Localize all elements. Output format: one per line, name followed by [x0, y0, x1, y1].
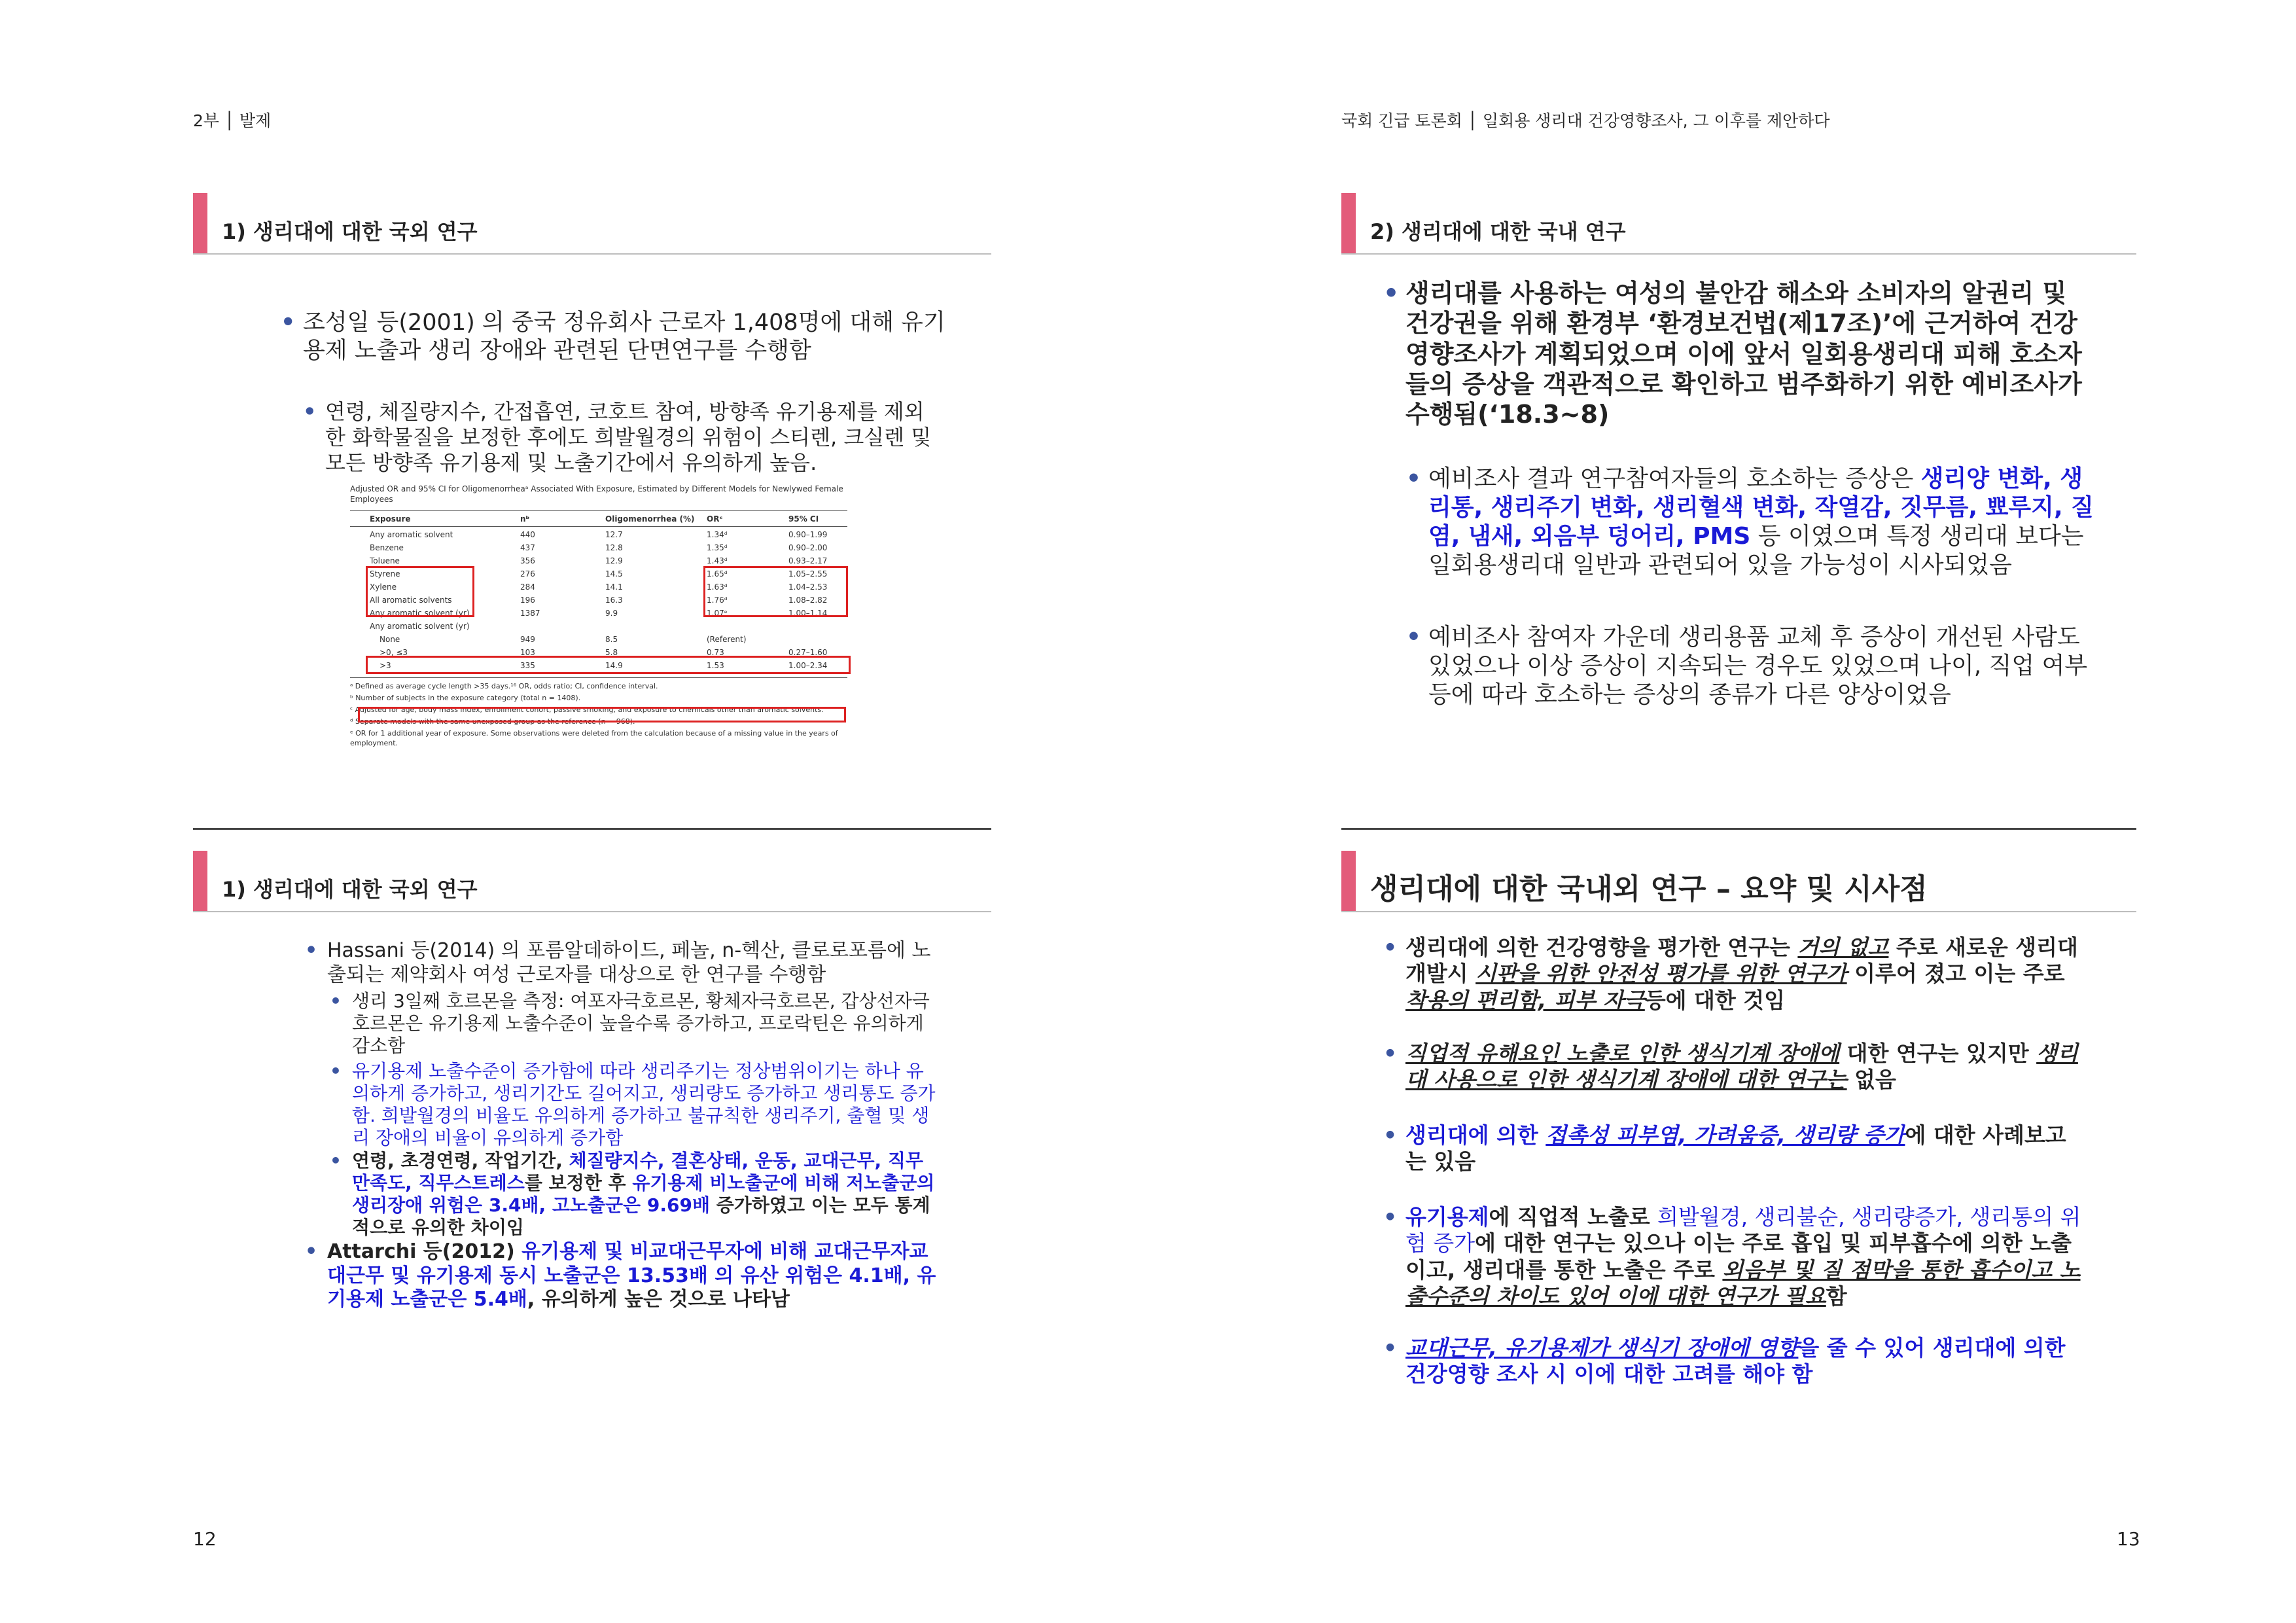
page-number: 13	[2117, 1528, 2140, 1550]
table-cell: 1.00–2.34	[788, 661, 828, 670]
bullet-icon: •	[330, 990, 342, 1012]
sub-bullet: • 생리 3일째 호르몬을 측정: 여포자극호르몬, 황체자극호르몬, 갑상선자극 호르몬은 유기용제 노출수준이 높을수록 증가하고, 프로락틴은 유의하게 감소함	[330, 990, 930, 1057]
bullet-icon: •	[1406, 465, 1422, 492]
table-row	[350, 530, 847, 541]
table-caption: Adjusted OR and 95% CI for Oligomenorrheaᵃ Associated With Exposure, Estimated by Different Models for Newlywed Female Employees	[350, 484, 843, 504]
table-footnote: ᵉ OR for 1 additional year of exposure. Some observations were deleted from the calculation because of a missing value in the years of employment.	[350, 729, 838, 747]
table-row	[350, 556, 847, 567]
bullet-icon: •	[303, 399, 317, 424]
slide-divider	[1341, 828, 2136, 830]
table-cell: 12.8	[605, 543, 623, 552]
bullet-icon: •	[1406, 624, 1422, 651]
table-cell: 284	[520, 582, 535, 592]
sub-bullet: • 예비조사 결과 연구참여자들의 호소하는 증상은 생리양 변화, 생리통, 생리주기 변화, 생리혈색 변화, 작열감, 짓무름, 뾰루지, 질염, 냄새, 외음부 덩어리, PMS 등 이였으며 특정 생리대 보다는 일회용생리대 일반과 관련되어 있을 가능성이 시사되었음	[1406, 465, 2094, 579]
slide-header	[193, 851, 991, 912]
slide-header	[1341, 193, 2136, 255]
table-cell: 1.53	[707, 661, 724, 670]
table-cell: >3	[380, 661, 391, 670]
table-cell: Any aromatic solvent	[370, 530, 453, 539]
bullet: • 조성일 등(2001) 의 중국 정유회사 근로자 1,408명에 대해 유기용제 노출과 생리 장애와 관련된 단면연구를 수행함	[281, 310, 945, 364]
bullet: • 교대근무, 유기용제가 생식기 장애에 영향을 줄 수 있어 생리대에 의한 건강영향 조사 시 이에 대한 고려를 해야 함	[1383, 1335, 2066, 1387]
table-row	[350, 543, 847, 554]
sub-bullet: • 예비조사 참여자 가운데 생리용품 교체 후 증상이 개선된 사람도 있었으나 이상 증상이 지속되는 경우도 있었으며 나이, 직업 여부 등에 따라 호소하는 증상의 종류가 다른 양상이었음	[1406, 624, 2088, 708]
table-cell: 12.7	[605, 530, 623, 539]
table-cell: 0.90–2.00	[788, 543, 828, 552]
table-cell: 9.9	[605, 609, 618, 618]
bullet: • 생리대에 의한 접촉성 피부염, 가려움증, 생리량 증가에 대한 사례보고는 있음	[1383, 1122, 2066, 1175]
table-cell: Toluene	[370, 556, 400, 565]
bullet-icon: •	[1383, 1041, 1398, 1066]
table-footnote: ᵃ Defined as average cycle length >35 days.¹⁶ OR, odds ratio; CI, confidence interval.	[350, 682, 658, 690]
slide-title: 1) 생리대에 대한 국외 연구	[222, 877, 478, 902]
table-cell: (Referent)	[707, 635, 747, 644]
bullet-icon: •	[281, 310, 296, 336]
table-cell: 8.5	[605, 635, 618, 644]
slide-title: 1) 생리대에 대한 국외 연구	[222, 219, 478, 244]
table-header-row: Exposure nᵇ Oligomenorrhea (%) ORᶜ 95% CI	[370, 514, 819, 524]
highlight-box	[358, 707, 846, 722]
table-cell: 5.8	[605, 648, 618, 657]
table-footnote: ᵈ Separate models with the same unexposed group as the reference (n = 968).	[350, 717, 635, 726]
bullet-icon: •	[1383, 1335, 1398, 1361]
table-cell: 949	[520, 635, 535, 644]
table-cell: 1.65ᵈ	[707, 569, 728, 579]
table-cell: 1.04–2.53	[788, 582, 828, 592]
table-cell: 0.93–2.17	[788, 556, 828, 565]
table-footnote: ᶜ Adjusted for age, body mass index, enrollment cohort, passive smoking, and exposure to chemicals other than aromatic solvents.	[350, 705, 824, 714]
bullet-icon: •	[1383, 279, 1400, 308]
accent-bar	[193, 851, 207, 912]
bullet-icon: •	[330, 1060, 342, 1082]
table-cell: 12.9	[605, 556, 623, 565]
table-cell: 1387	[520, 609, 540, 618]
table-cell: >0, ≤3	[380, 648, 408, 657]
table-cell: 437	[520, 543, 535, 552]
accent-bar	[1341, 193, 1356, 255]
table-cell: 0.90–1.99	[788, 530, 828, 539]
table-cell: 1.00–1.14	[788, 609, 828, 618]
page-number: 12	[193, 1528, 217, 1550]
table-cell: 103	[520, 648, 535, 657]
table-row	[350, 635, 847, 645]
highlight-box	[703, 566, 848, 617]
table-cell: 276	[520, 569, 535, 579]
bullet: • Hassani 등(2014) 의 포름알데하이드, 페놀, n-헥산, 클로로포름에 노출되는 제약회사 여성 근로자를 대상으로 한 연구를 수행함	[305, 939, 931, 986]
table-cell: 1.07ᵉ	[707, 609, 728, 618]
sub-bullet: • 유기용제 노출수준이 증가함에 따라 생리주기는 정상범위이기는 하나 유의하게 증가하고, 생리기간도 길어지고, 생리량도 증가하고 생리통도 증가함. 희발월경의 비율도 유의하게 증가하고 불규칙한 생리주기, 출혈 및 생리 장애의 비율이 유의하게 증가함	[330, 1060, 936, 1149]
bullet-icon: •	[1383, 1122, 1398, 1148]
bullet-icon: •	[305, 939, 318, 962]
bullet-icon: •	[1383, 1204, 1398, 1230]
table-cell: 1.05–2.55	[788, 569, 828, 579]
bullet: • 유기용제에 직업적 노출로 희발월경, 생리불순, 생리량증가, 생리통의 위험 증가에 대한 연구는 있으나 이는 주로 흡입 및 피부흡수에 의한 노출이고, 생리대를 통한 노출은 주로 외음부 및 질 점막을 통한 흡수이고 노출수준의 차이도 있어 이에 대한 연구가 필요함	[1383, 1204, 2081, 1309]
bullet-icon: •	[1383, 935, 1398, 960]
bullet: • Attarchi 등(2012) 유기용제 및 비교대근무자에 비해 교대근무자교대근무 및 유기용제 동시 노출군은 13.53배 의 유산 위험은 4.1배, 유기용제 노출군은 5.4배, 유의하게 높은 것으로 나타남	[305, 1240, 936, 1311]
slide-header	[193, 193, 991, 255]
slide-header	[1341, 851, 2136, 912]
table-cell: 1.35ᵈ	[707, 543, 728, 552]
slide-divider	[193, 828, 991, 830]
table-cell: Any aromatic solvent (yr)	[370, 622, 470, 631]
table-cell: Benzene	[370, 543, 404, 552]
slide-title: 생리대에 대한 국내외 연구 – 요약 및 시사점	[1370, 872, 1928, 906]
bullet-icon: •	[305, 1240, 318, 1263]
table-cell: 1.34ᵈ	[707, 530, 728, 539]
table-cell: 440	[520, 530, 535, 539]
sub-bullet: • 연령, 초경연령, 작업기간, 체질량지수, 결혼상태, 운동, 교대근무, 직무만족도, 직무스트레스를 보정한 후 유기용제 비노출군에 비해 저노출군의 생리장애 위험은 3.4배, 고노출군은 9.69배 증가하였고 이는 모두 통계적으로 유의한 차이임	[330, 1150, 935, 1239]
accent-bar	[1341, 851, 1356, 912]
table-cell: 16.3	[605, 596, 623, 605]
running-head-left: 2부 │ 발제	[193, 111, 272, 130]
bullet: • 생리대에 의한 건강영향을 평가한 연구는 거의 없고 주로 새로운 생리대 개발시 시판을 위한 안전성 평가를 위한 연구가 이루어 졌고 이는 주로 착용의 편리함, 피부 자극등에 대한 것임	[1383, 935, 2078, 1013]
bullet: • 생리대를 사용하는 여성의 불안감 해소와 소비자의 알권리 및 건강권을 위해 환경부 ‘환경보건법(제17조)’에 근거하여 건강영향조사가 계획되었으며 이에 앞서 일회용생리대 피해 호소자들의 증상을 객관적으로 확인하고 범주화하기 위한 예비조사가 수행됨(‘18.3~8)	[1383, 279, 2082, 429]
bullet: • 직업적 유해요인 노출로 인한 생식기계 장애에 대한 연구는 있지만 생리대 사용으로 인한 생식기계 장애에 대한 연구는 없음	[1383, 1041, 2078, 1093]
running-head-right: 국회 긴급 토론회 │ 일회용 생리대 건강영향조사, 그 이후를 제안하다	[1341, 111, 1830, 130]
table-cell: 196	[520, 596, 535, 605]
table-row	[350, 622, 847, 632]
table-cell: 1.76ᵈ	[707, 596, 728, 605]
or-table-image	[350, 484, 854, 766]
table-cell: Any aromatic solvent (yr)	[370, 609, 470, 618]
highlight-box	[366, 566, 474, 617]
table-cell: 0.73	[707, 648, 724, 657]
highlight-box	[366, 656, 851, 674]
table-cell: Xylene	[370, 582, 397, 592]
table-footnote: ᵇ Number of subjects in the exposure category (total n = 1408).	[350, 694, 581, 702]
accent-bar	[193, 193, 207, 255]
table-cell: None	[380, 635, 400, 644]
bullet-icon: •	[330, 1150, 342, 1171]
table-cell: 14.1	[605, 582, 623, 592]
table-cell: 14.5	[605, 569, 623, 579]
table-cell: All aromatic solvents	[370, 596, 452, 605]
table-cell: 0.27–1.60	[788, 648, 828, 657]
table-cell: 1.43ᵈ	[707, 556, 728, 565]
sub-bullet: • 연령, 체질량지수, 간접흡연, 코호트 참여, 방향족 유기용제를 제외한 화학물질을 보정한 후에도 희발월경의 위험이 스티렌, 크실렌 및 모든 방향족 유기용제 및 노출기간에서 유의하게 높음.	[303, 399, 932, 476]
table-cell: 335	[520, 661, 535, 670]
table-cell: 1.63ᵈ	[707, 582, 728, 592]
table-cell: 1.08–2.82	[788, 596, 828, 605]
table-cell: 14.9	[605, 661, 623, 670]
table-cell: Styrene	[370, 569, 400, 579]
table-cell: 356	[520, 556, 535, 565]
slide-title: 2) 생리대에 대한 국내 연구	[1370, 219, 1626, 244]
